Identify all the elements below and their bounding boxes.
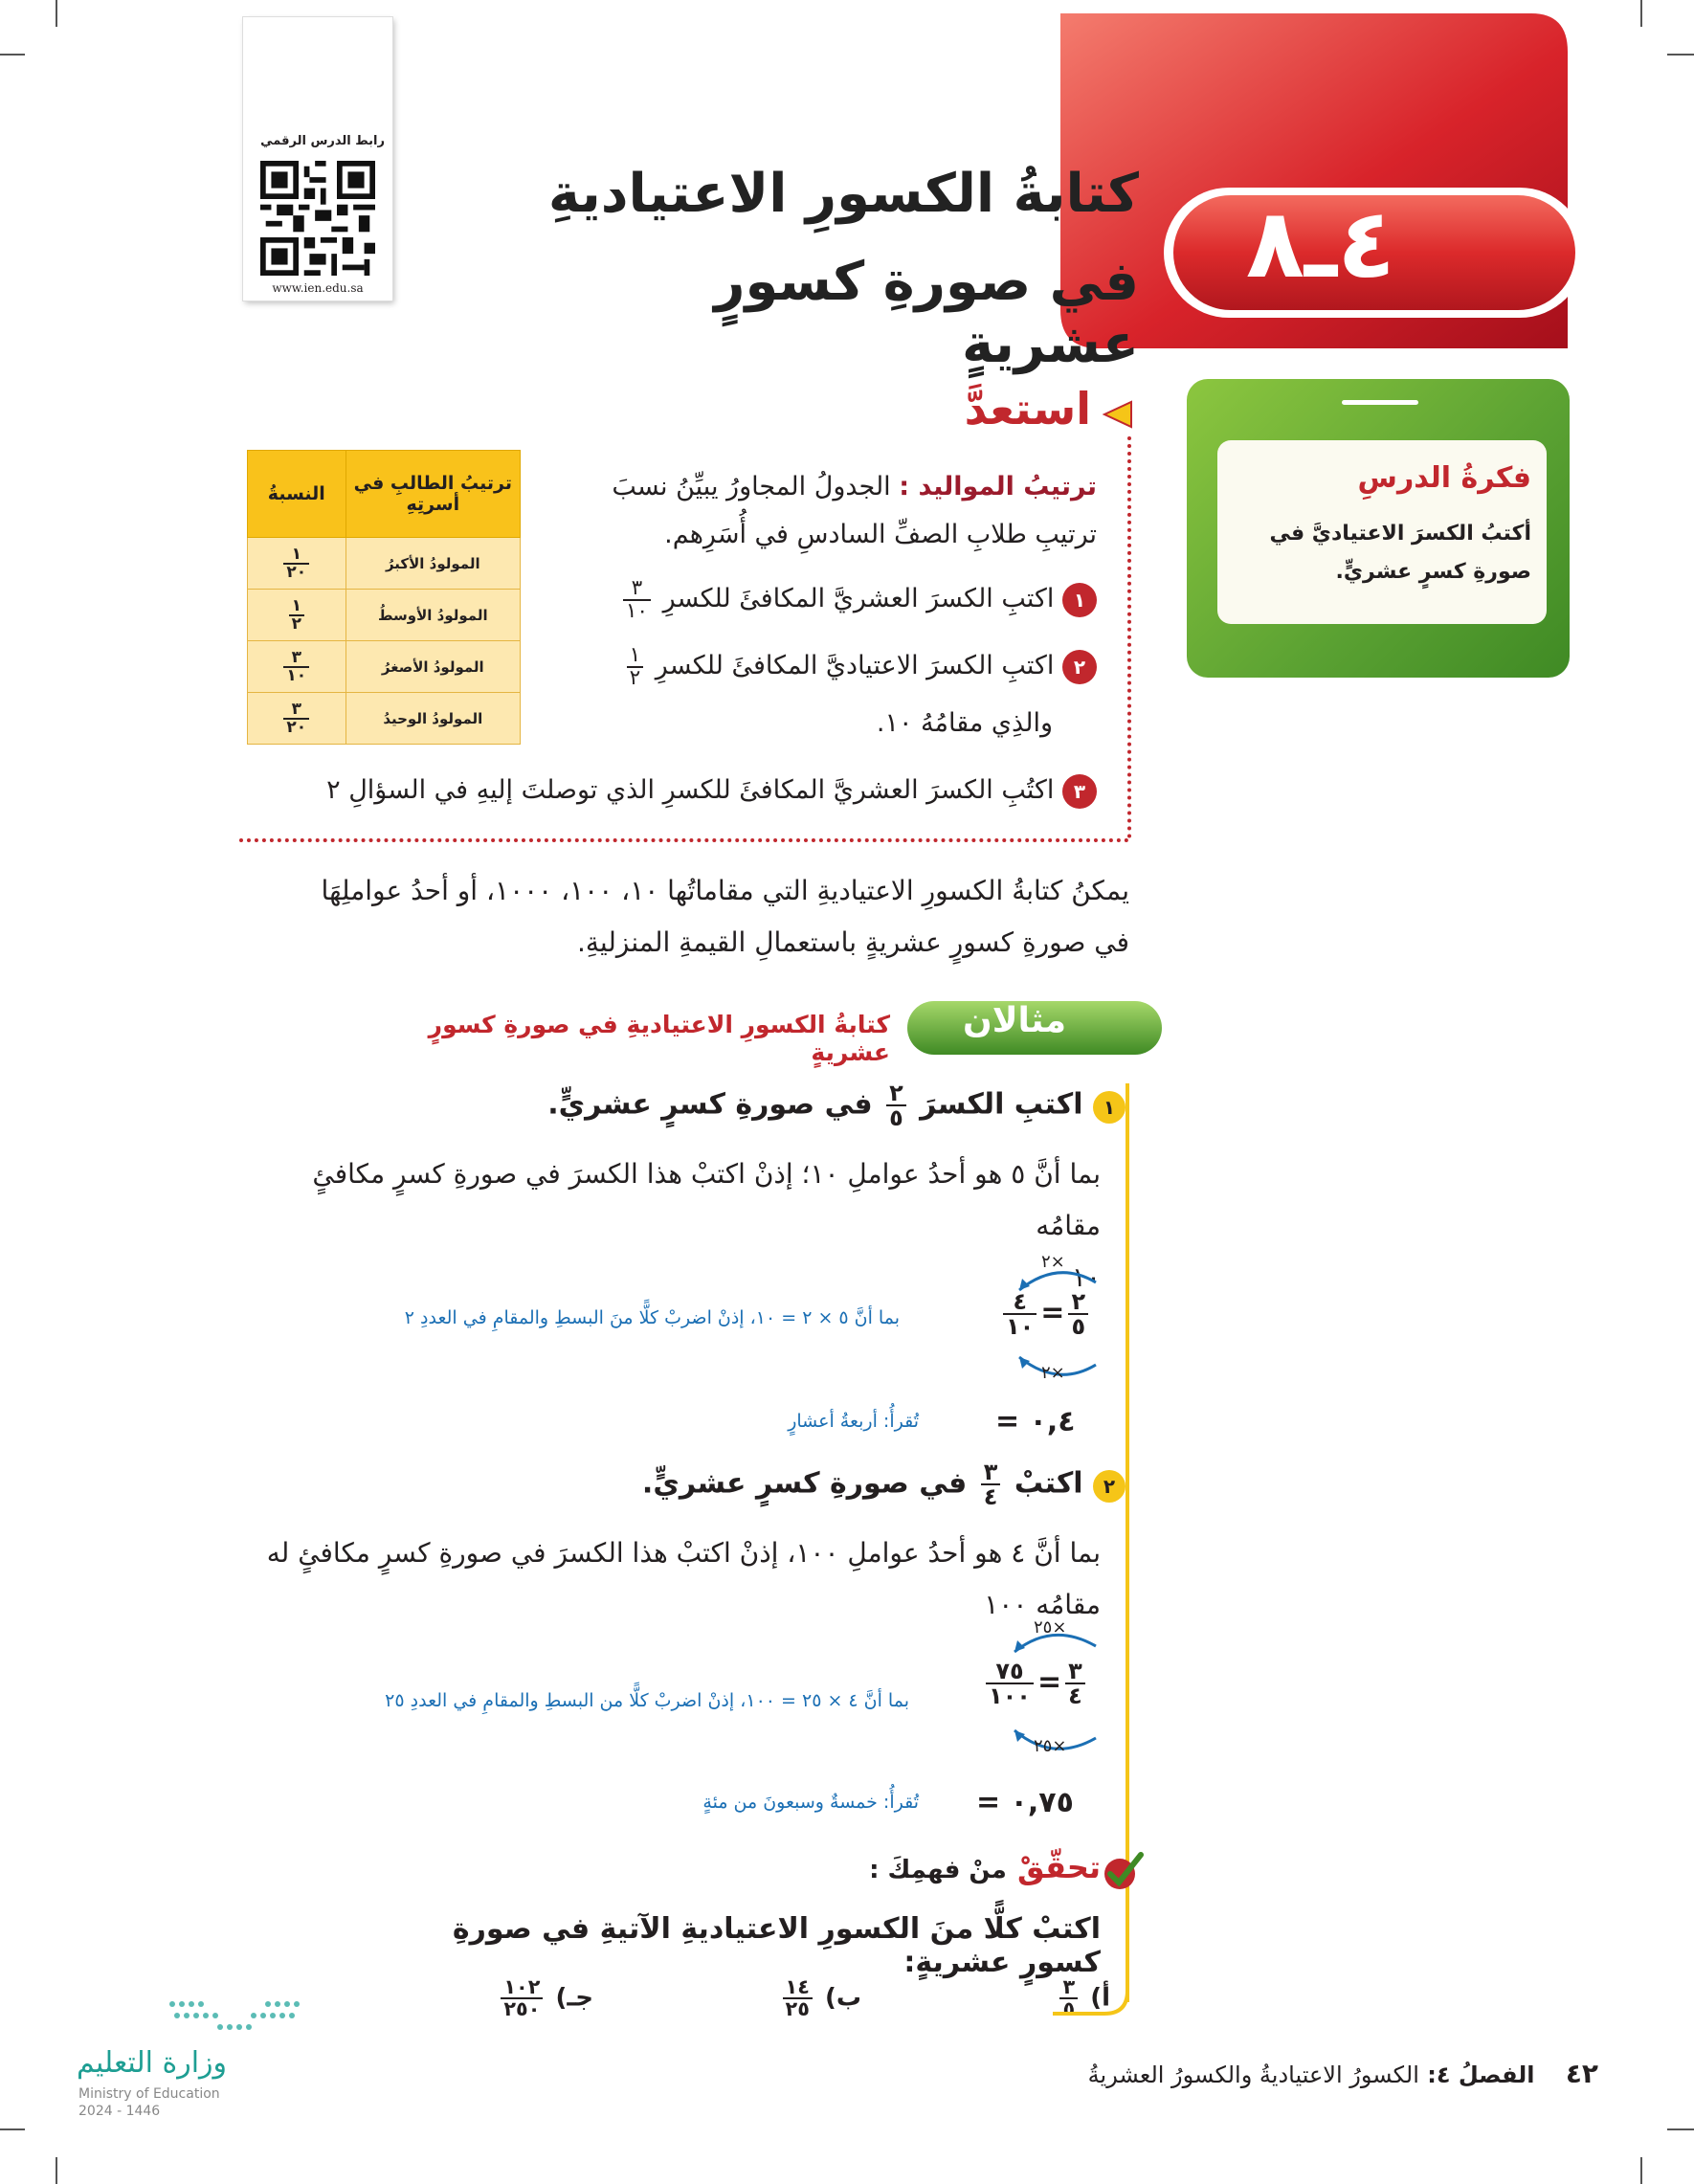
example-1-question xyxy=(536,1081,1126,1129)
choice-label: ب) xyxy=(824,1983,861,2013)
example-number: ٢ xyxy=(1093,1470,1126,1503)
paragraph-line: في صورةِ كسورٍ عشريةٍ باستعمالِ القيمةِ المنزليةِ. xyxy=(576,926,1129,958)
fraction-numerator: ٣ xyxy=(1065,1660,1085,1684)
fraction xyxy=(283,647,309,685)
examples-badge-label: مثالان xyxy=(962,1001,1067,1040)
example-1-equation xyxy=(986,1252,1129,1386)
fraction-numerator: ١ xyxy=(289,598,304,616)
table-row xyxy=(248,641,521,693)
fraction-denominator: ٤ xyxy=(983,1483,998,1510)
table-cell xyxy=(248,538,346,590)
prepare-heading: استعدَّ xyxy=(964,383,1091,435)
choice-c xyxy=(402,1977,593,2019)
fraction-denominator: ٤ xyxy=(1068,1683,1082,1709)
crop-mark xyxy=(56,0,57,27)
checkmark-icon xyxy=(1101,1849,1145,1893)
check-question: اكتبْ كلًّا منَ الكسورِ الاعتياديةِ الآتيةِ في صورةِ كسورٍ عشريةٍ: xyxy=(452,1912,1101,1979)
fraction-denominator: ٢ xyxy=(291,613,301,634)
table-row xyxy=(248,538,521,590)
birth-order-table xyxy=(247,450,521,745)
multiplier-top: ٢٥× xyxy=(1034,1617,1067,1638)
fraction-denominator: ١٠ xyxy=(286,665,307,685)
moe-logo-icon xyxy=(163,1995,316,2042)
qr-url[interactable]: www.ien.edu.sa xyxy=(272,281,364,295)
explanation-line: ١٠ xyxy=(1071,1261,1101,1293)
fraction-numerator: ١ xyxy=(283,546,309,565)
lesson-title-line1: كتابةُ الكسورِ الاعتياديةِ xyxy=(547,163,1139,225)
chapter-title: الكسورُ الاعتياديةُ والكسورُ العشريةُ xyxy=(1087,2061,1419,2088)
example-1-result: = ٠,٤ xyxy=(995,1405,1076,1438)
moe-name-english: Ministry of Education xyxy=(78,2086,220,2102)
fraction-numerator: ٣ xyxy=(1059,1977,1078,1999)
fraction-numerator: ٣ xyxy=(623,578,651,601)
prepare-dotted-border xyxy=(1127,436,1131,838)
table-header: النسبةُ xyxy=(248,451,346,538)
check-title-sub: منْ فهمِكَ : xyxy=(869,1856,1007,1884)
explanation-line: بما أنَّ ٥ هو أحدُ عواملِ ١٠؛ إذنْ اكتبْ هذا الكسرَ في صورةِ كسرٍ مكافئٍ مقامُه xyxy=(312,1158,1101,1241)
lesson-idea-text: أكتبُ الكسرَ الاعتياديَّ في صورةِ كسرٍ عشريٍّ. xyxy=(1269,522,1531,584)
check-title-main: تحقّقْ xyxy=(1017,1849,1101,1885)
fraction-numerator: ٣ xyxy=(283,650,309,668)
prepare-question-1 xyxy=(536,570,1097,628)
fraction xyxy=(627,642,644,690)
fraction xyxy=(289,595,304,634)
fraction-denominator: ١٠٠ xyxy=(989,1683,1031,1709)
fraction-denominator: ٢٠ xyxy=(286,717,307,737)
fraction-denominator: ٢٠ xyxy=(286,562,307,582)
question-number: ٢ xyxy=(1062,650,1097,684)
lesson-idea-title: فكرةُ الدرسِ xyxy=(1357,461,1531,495)
fraction-denominator: ٥ xyxy=(889,1104,903,1131)
prepare-intro-line2: ترتيبِ طلابِ الصفِّ السادسِ في أُسَرِهم. xyxy=(664,520,1097,549)
table-cell xyxy=(248,641,346,693)
footer-chapter xyxy=(986,2058,1598,2089)
yellow-corner-curve xyxy=(1053,1972,1129,2019)
fraction-denominator: ٥ xyxy=(1062,1996,1076,2020)
chapter-label: الفصلُ ٤: xyxy=(1427,2061,1535,2088)
intro-paragraph xyxy=(239,865,1129,969)
fraction-numerator: ١ xyxy=(627,645,644,668)
fraction xyxy=(1068,1290,1088,1338)
fraction-numerator: ٢ xyxy=(1068,1290,1088,1315)
moe-name-arabic: وزارة التعليم xyxy=(77,2046,228,2080)
prepare-question-3 xyxy=(249,762,1097,819)
explanation-line: بما أنَّ ٤ هو أحدُ عواملِ ١٠٠، إذنْ اكتبْ هذا الكسرَ في صورةِ كسرٍ مكافئٍ له xyxy=(266,1537,1101,1569)
multiplier-bottom: ٢× xyxy=(1041,1363,1065,1383)
crop-mark xyxy=(1640,0,1642,27)
equation-body: $\frac{٧٥}{١٠٠}$ = $\frac{٣}{٤}$ xyxy=(982,1660,1135,1707)
prepare-intro-bold: ترتيبُ المواليد : xyxy=(899,472,1097,501)
fraction xyxy=(283,699,309,737)
example-2-result: = ٠,٧٥ xyxy=(976,1786,1074,1819)
table-cell: المولودُ الأكبرُ xyxy=(345,538,520,590)
example-1-read: تُقرأُ: أربعةُ أعشارٍ xyxy=(788,1411,919,1432)
example-2-read: تُقرأُ: خمسةٌ وسبعونَ من مئةٍ xyxy=(702,1792,919,1813)
fraction-numerator: ١٠٢ xyxy=(501,1977,543,1999)
prepare-intro-line1: الجدولُ المجاورُ يبيِّنُ نسبَ xyxy=(612,472,891,501)
moe-year: 2024 - 1446 xyxy=(78,2104,161,2119)
example-2-equation xyxy=(967,1617,1129,1759)
crop-mark xyxy=(0,54,25,56)
fraction-numerator: ٧٥ xyxy=(986,1660,1034,1684)
example-question-text: اكتبْ xyxy=(1014,1466,1083,1501)
crop-mark xyxy=(56,2157,57,2184)
example-1-note: بما أنَّ ٥ × ٢ = ١٠، إذنْ اضربْ كلًّا منَ البسطِ والمقامِ في العددِ ٢ xyxy=(404,1307,900,1328)
choice-b xyxy=(670,1977,861,2019)
fraction-numerator: ٢ xyxy=(886,1081,906,1106)
prepare-question-2 xyxy=(536,637,1097,752)
table-row xyxy=(248,590,521,641)
lesson-idea-bar xyxy=(1342,400,1418,405)
example-2-question xyxy=(536,1460,1126,1508)
choice-label: أ) xyxy=(1090,1983,1110,2013)
table-cell: المولودُ الأوسطُ xyxy=(345,590,520,641)
question-text-continued: والذِي مقامُهُ ١٠. xyxy=(876,708,1053,738)
examples-subtitle: كتابةُ الكسورِ الاعتياديةِ في صورةِ كسورٍ عشريةٍ xyxy=(428,1011,890,1066)
fraction-numerator: ٣ xyxy=(283,702,309,720)
example-2-note: بما أنَّ ٤ × ٢٥ = ١٠٠، إذنْ اضربْ كلًّا من البسطِ والمقامِ في العددِ ٢٥ xyxy=(385,1690,909,1711)
fraction-denominator: ٥ xyxy=(1071,1313,1086,1340)
choice-label: جـ) xyxy=(555,1983,593,2013)
fraction xyxy=(981,1460,1001,1508)
crop-mark xyxy=(1640,2157,1642,2184)
explanation-line: مقامُه ١٠٠ xyxy=(984,1589,1101,1620)
fraction xyxy=(1065,1660,1085,1707)
table-cell xyxy=(248,693,346,745)
fraction-numerator: ٣ xyxy=(981,1460,1001,1485)
crop-mark xyxy=(0,2128,25,2130)
table-cell xyxy=(248,590,346,641)
table-header-row xyxy=(248,451,521,538)
fraction-denominator: ١٠ xyxy=(625,598,649,623)
example-1-explanation xyxy=(239,1148,1101,1304)
fraction-denominator: ٢ xyxy=(629,665,641,690)
fraction-numerator: ٤ xyxy=(1003,1290,1036,1315)
equation-body: $\frac{٤}{١٠}$ = $\frac{٢}{٥}$ xyxy=(999,1290,1133,1338)
paragraph-line: يمكنُ كتابةُ الكسورِ الاعتياديةِ التي مقاماتُها ١٠، ١٠٠، ١٠٠٠، أو أحدُ عواملِهَا xyxy=(321,875,1129,906)
fraction-denominator: ٢٥ xyxy=(785,1996,810,2020)
fraction-denominator: ٢٥٠ xyxy=(503,1996,541,2020)
lesson-title-line2: في صورةِ كسورٍ عشريةٍ xyxy=(714,251,1139,375)
question-text: اكتبِ الكسرَ الاعتياديَّ المكافئَ للكسرِ xyxy=(655,651,1055,680)
multiplier-top: ٢× xyxy=(1041,1252,1065,1272)
table-header: ترتيبُ الطالبِ في أسرتِهِ xyxy=(345,451,520,538)
prepare-dotted-border-bottom xyxy=(239,838,1129,842)
question-text: اكتبِ الكسرَ العشريَّ المكافئَ للكسرِ xyxy=(662,584,1055,613)
question-number: ١ xyxy=(1062,583,1097,617)
table-cell: المولودُ الوحيدُ xyxy=(345,693,520,745)
fraction-numerator: ١٤ xyxy=(783,1977,813,1999)
qr-label: رابط الدرس الرقمي xyxy=(260,134,385,148)
check-understanding-title xyxy=(842,1849,1101,1885)
fraction xyxy=(886,1081,906,1129)
triangle-arrow-icon xyxy=(1101,398,1133,431)
fraction xyxy=(283,546,309,581)
example-question-text: في صورةِ كسرٍ عشريٍّ. xyxy=(641,1466,968,1501)
question-number: ٣ xyxy=(1062,774,1097,809)
crop-mark xyxy=(1667,2128,1694,2130)
fraction-denominator: ١٠ xyxy=(1006,1313,1035,1340)
example-question-text: في صورةِ كسرٍ عشريٍّ. xyxy=(547,1087,873,1122)
table-cell: المولودُ الأصغرُ xyxy=(345,641,520,693)
lesson-number: ٤ـ٨ xyxy=(1245,188,1396,300)
example-2-explanation xyxy=(239,1527,1101,1631)
fraction xyxy=(986,1660,1034,1707)
qr-code-icon[interactable] xyxy=(260,161,375,276)
crop-mark xyxy=(1667,54,1694,56)
fraction xyxy=(1003,1290,1036,1338)
prepare-intro xyxy=(536,463,1097,559)
example-number: ١ xyxy=(1093,1091,1126,1124)
example-question-text: اكتبِ الكسرَ xyxy=(920,1087,1083,1122)
question-text: اكتُبِ الكسرَ العشريَّ المكافئَ للكسرِ الذي توصلتَ إليهِ في السؤالِ ٢ xyxy=(326,775,1055,805)
multiplier-bottom: ٢٥× xyxy=(1034,1736,1067,1756)
fraction xyxy=(501,1977,543,2019)
page-number: ٤٢ xyxy=(1565,2058,1598,2089)
fraction xyxy=(623,575,651,623)
table-row xyxy=(248,693,521,745)
fraction xyxy=(783,1977,813,2019)
